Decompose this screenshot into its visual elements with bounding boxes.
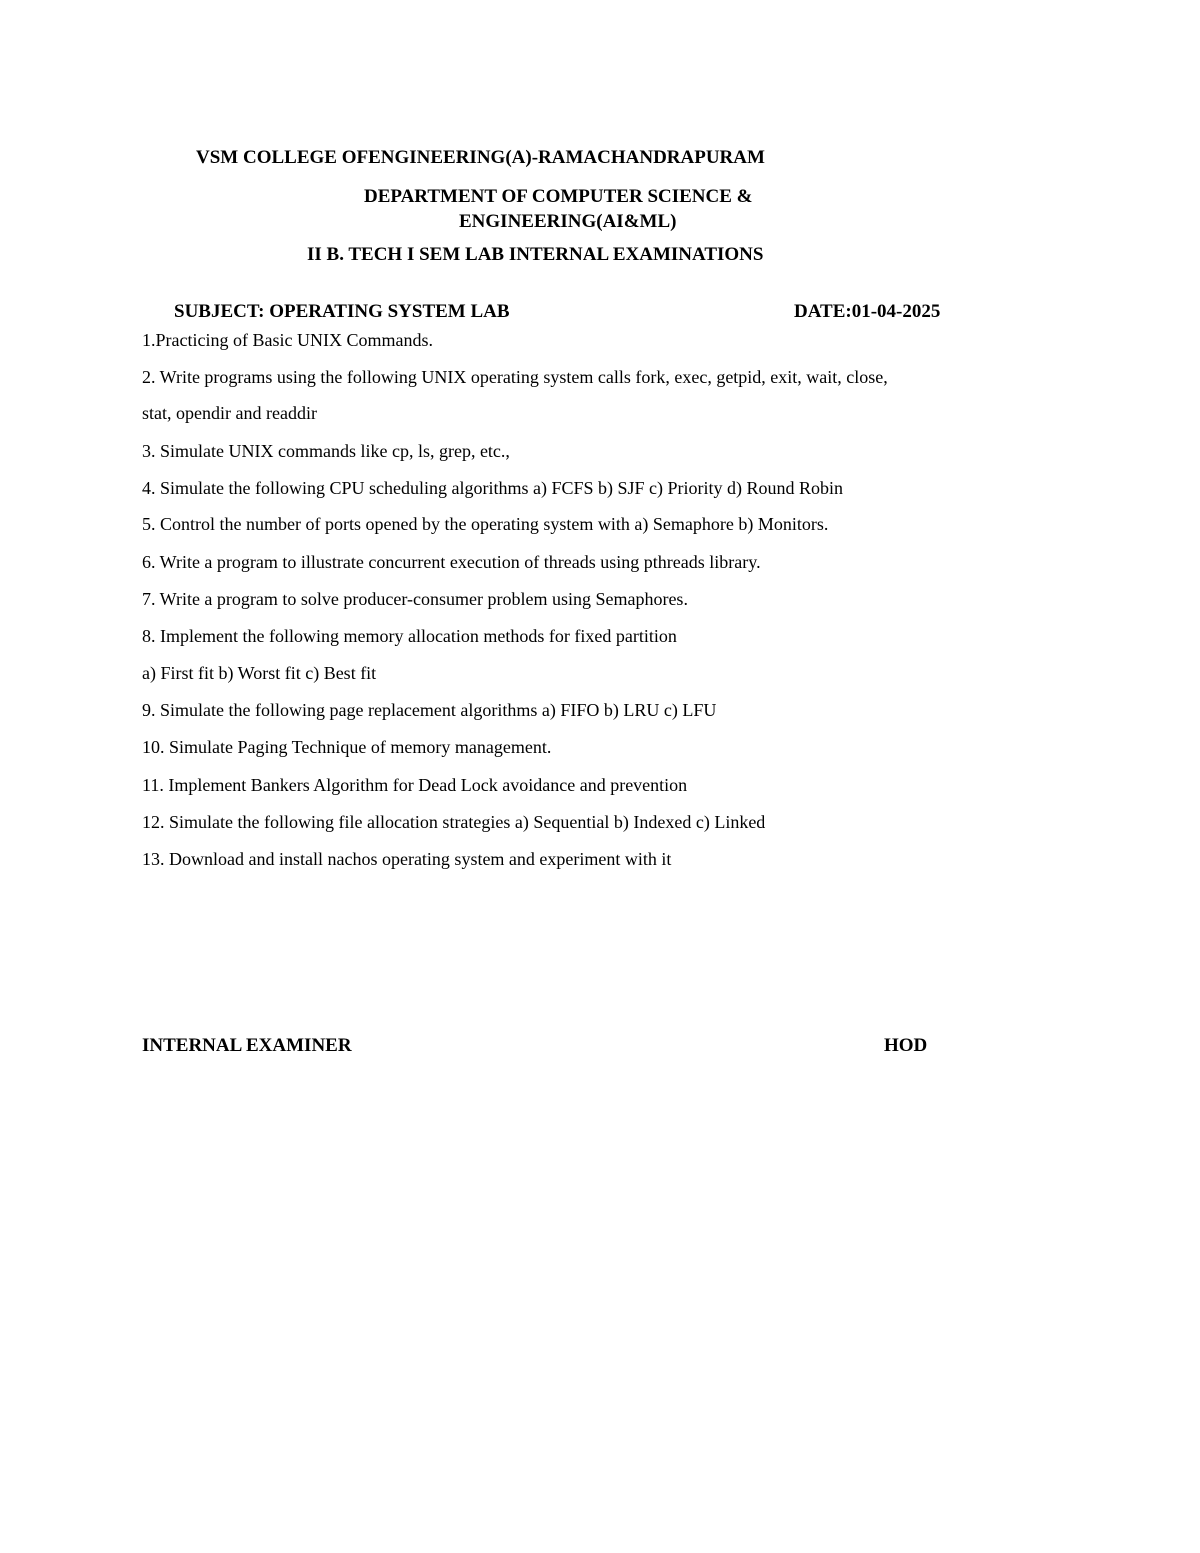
internal-examiner-label: INTERNAL EXAMINER	[142, 1035, 352, 1056]
list-item: 12. Simulate the following file allocation strategies a) Sequential b) Indexed c) Linked	[142, 812, 766, 832]
list-item: 10. Simulate Paging Technique of memory management.	[142, 737, 552, 757]
list-item: stat, opendir and readdir	[142, 403, 317, 423]
list-item: 2. Write programs using the following UNIX operating system calls fork, exec, getpid, exit, wait, close,	[142, 367, 888, 387]
list-item: 9. Simulate the following page replacement algorithms a) FIFO b) LRU c) LFU	[142, 700, 717, 720]
subject-label: SUBJECT: OPERATING SYSTEM LAB	[174, 301, 510, 322]
list-item: 7. Write a program to solve producer-consumer problem using Semaphores.	[142, 589, 688, 609]
list-item: 5. Control the number of ports opened by the operating system with a) Semaphore b) Monitors.	[142, 514, 829, 534]
list-item: 13. Download and install nachos operating system and experiment with it	[142, 849, 672, 869]
list-item: 8. Implement the following memory allocation methods for fixed partition	[142, 626, 677, 646]
exam-date: DATE:01-04-2025	[794, 301, 941, 322]
department-line-1: DEPARTMENT OF COMPUTER SCIENCE &	[364, 186, 753, 207]
college-name: VSM COLLEGE OFENGINEERING(A)-RAMACHANDRAPURAM	[196, 147, 765, 168]
list-item: 6. Write a program to illustrate concurrent execution of threads using pthreads library.	[142, 552, 761, 572]
list-item: a) First fit b) Worst fit c) Best fit	[142, 663, 377, 683]
department-line-2: ENGINEERING(AI&ML)	[459, 211, 677, 232]
list-item: 4. Simulate the following CPU scheduling algorithms a) FCFS b) SJF c) Priority d) Round Robin	[142, 478, 844, 498]
exam-title: II B. TECH I SEM LAB INTERNAL EXAMINATIONS	[307, 244, 764, 265]
list-item: 3. Simulate UNIX commands like cp, ls, grep, etc.,	[142, 441, 510, 461]
list-item: 11. Implement Bankers Algorithm for Dead Lock avoidance and prevention	[142, 775, 688, 795]
list-item: 1.Practicing of Basic UNIX Commands.	[142, 330, 433, 350]
hod-label: HOD	[884, 1035, 928, 1056]
